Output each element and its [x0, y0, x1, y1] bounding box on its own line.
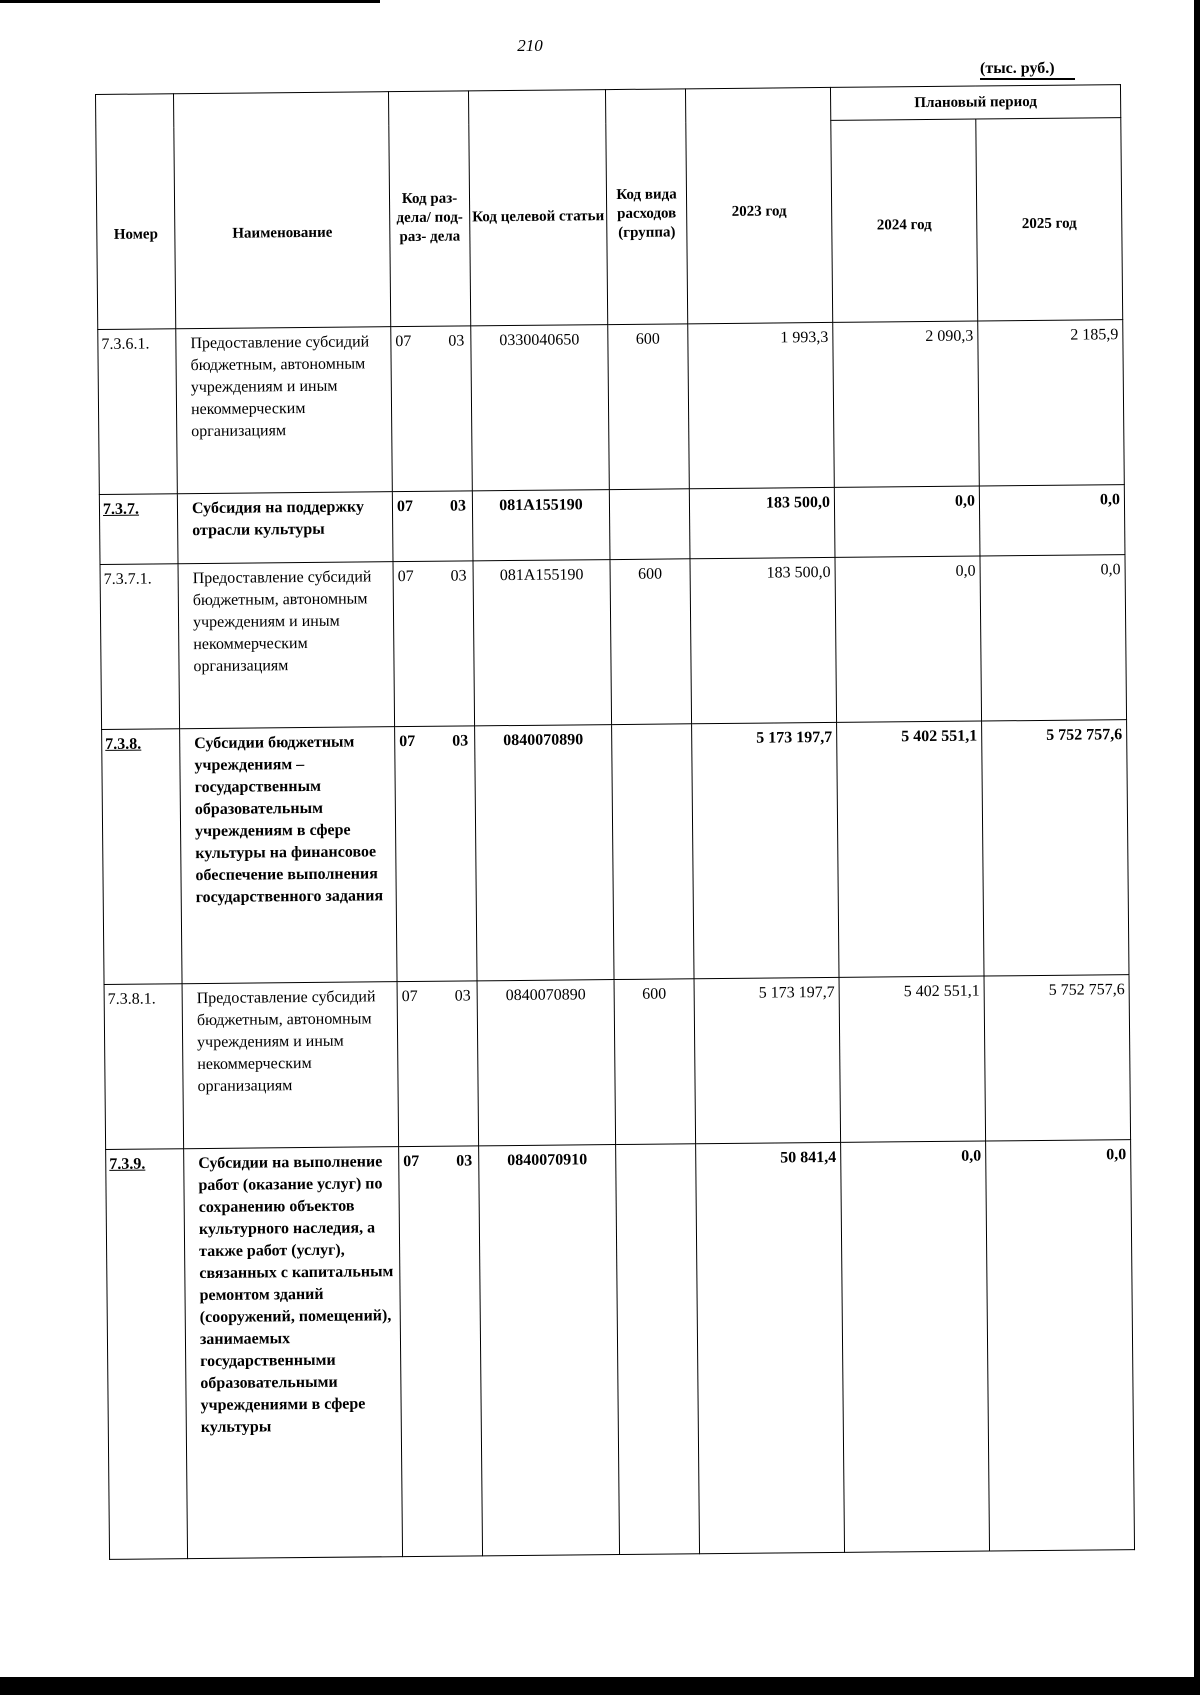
table-row: [102, 720, 1129, 985]
row-number: 7.3.8.: [102, 729, 182, 985]
row-section-code: [399, 1146, 483, 1557]
row-section-code: [392, 491, 473, 562]
row-amount-2024: 5 402 551,1: [837, 721, 984, 977]
row-name: Субсидия на поддержку отрасли культуры: [177, 492, 393, 564]
row-amount-2024: 5 402 551,1: [839, 976, 986, 1142]
row-target-code: 0840070890: [475, 725, 614, 981]
table-row: [99, 485, 1125, 565]
row-amount-2025: 2 185,9: [978, 320, 1125, 486]
header-section-code: [388, 91, 470, 327]
row-amount-2025: 0,0: [986, 1140, 1135, 1551]
row-amount-2023: 5 173 197,7: [694, 977, 841, 1143]
row-amount-2025: 5 752 757,6: [984, 975, 1131, 1141]
header-year-2025: 2025 год: [976, 118, 1123, 321]
row-subsection: 03: [449, 497, 467, 515]
row-section: 07: [395, 332, 412, 351]
header-name: Наименование: [174, 92, 391, 329]
row-amount-2025: 0,0: [980, 555, 1127, 721]
table-body: [98, 320, 1135, 1560]
header-expense-type: Код вида расходов (группа): [605, 89, 687, 325]
scan-top-edge: [0, 0, 380, 3]
row-amount-2023: 183 500,0: [689, 487, 835, 558]
row-amount-2024: 0,0: [835, 556, 982, 722]
row-expense-type: [609, 489, 690, 560]
row-section: 07: [396, 497, 414, 516]
row-section-code: [397, 981, 479, 1147]
table-row: [106, 1140, 1135, 1560]
unit-label: (тыс. руб.): [980, 60, 1055, 77]
row-name: Предоставление субсидий бюджетным, автономным учреждениям и иным некоммерческим организациям: [182, 982, 399, 1149]
row-number: 7.3.7.1.: [100, 564, 180, 730]
row-expense-type: 600: [614, 979, 696, 1145]
row-section: 07: [399, 732, 416, 751]
header-planning-period: Плановый период: [830, 85, 1120, 121]
row-number: 7.3.8.1.: [104, 984, 184, 1150]
row-section-code: [395, 726, 477, 982]
header-year-2024: 2024 год: [831, 119, 978, 322]
row-number: 7.3.7.: [99, 494, 178, 565]
row-target-code: 081A155190: [472, 490, 610, 561]
row-subsection: 03: [456, 1152, 473, 1170]
row-section-code: [393, 561, 475, 727]
row-expense-type: [616, 1144, 700, 1555]
row-subsection: 03: [448, 332, 465, 350]
row-expense-type: 600: [608, 324, 690, 490]
row-amount-2023: 50 841,4: [696, 1142, 845, 1553]
row-expense-type: 600: [610, 559, 692, 725]
row-amount-2023: 5 173 197,7: [692, 722, 839, 978]
row-subsection: 03: [450, 567, 467, 585]
row-amount-2023: 183 500,0: [690, 557, 837, 723]
row-number: 7.3.6.1.: [98, 329, 178, 495]
budget-table: [95, 84, 1135, 1560]
row-amount-2024: 2 090,3: [833, 321, 980, 487]
row-name: Предоставление субсидий бюджетным, автономным учреждениям и иным некоммерческим организациям: [178, 562, 395, 729]
header-section-code-text: Код раз- дела/ под- раз- дела: [396, 190, 463, 245]
row-amount-2024: 0,0: [841, 1141, 990, 1552]
header-target-code: Код целевой статьи: [468, 90, 607, 326]
row-section-code: [391, 326, 473, 492]
row-target-code: 0840070910: [479, 1145, 620, 1556]
row-expense-type: [612, 724, 694, 980]
row-name: Субсидии на выполнение работ (оказание услуг) по сохранению объектов культурного наследия, а также работ (услуг), связанных с капитальным ремонтом зданий (сооружений, помещений), занимаемых государственными образовательными учреждениями в сфере культуры: [184, 1147, 403, 1559]
row-section: 07: [403, 1152, 420, 1171]
row-name: Субсидии бюджетным учреждениям – государственным образовательным учреждениям в сфере культуры на финансовое обеспечение выполнения государственного задания: [180, 727, 397, 984]
table-row: [98, 320, 1125, 495]
page-number: 210: [517, 36, 543, 55]
header-year-2023: 2023 год: [685, 87, 832, 323]
row-amount-2024: 0,0: [834, 486, 980, 557]
table-row: [104, 975, 1131, 1150]
row-target-code: 081A155190: [473, 560, 612, 726]
row-amount-2023: 1 993,3: [688, 322, 835, 488]
scan-right-edge: [1194, 0, 1200, 1695]
row-target-code: 0330040650: [471, 325, 610, 491]
row-amount-2025: 0,0: [979, 485, 1125, 556]
row-number: 7.3.9.: [106, 1149, 188, 1560]
header-number: Номер: [96, 94, 176, 330]
row-amount-2025: 5 752 757,6: [982, 720, 1129, 976]
row-target-code: 0840070890: [477, 980, 616, 1146]
row-subsection: 03: [454, 987, 471, 1005]
unit-underline: [980, 78, 1075, 80]
table-row: [100, 555, 1127, 730]
row-section: 07: [397, 567, 414, 586]
row-name: Предоставление субсидий бюджетным, автономным учреждениям и иным некоммерческим организациям: [176, 327, 393, 494]
row-subsection: 03: [452, 732, 469, 750]
row-section: 07: [401, 987, 418, 1006]
scan-bottom-edge: [0, 1677, 1200, 1695]
